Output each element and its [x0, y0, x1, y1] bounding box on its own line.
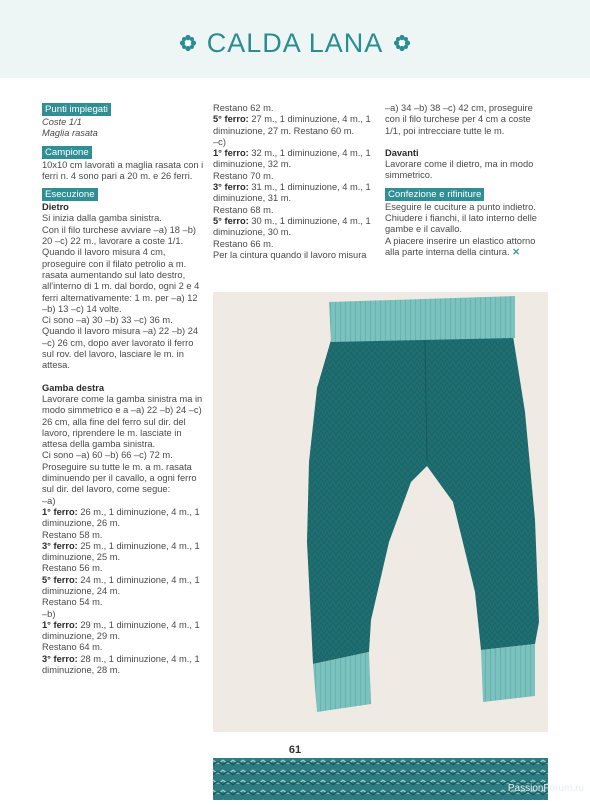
- row-remaining: Restano 68 m.: [213, 204, 274, 215]
- row-label: 1° ferro:: [42, 506, 78, 517]
- text-column-3: [385, 103, 548, 258]
- row-text: 26 m., 1 diminuzione, 4 m., 1 diminuzione, 26 m.: [42, 506, 200, 529]
- row-label: 5° ferro:: [213, 215, 249, 226]
- page-title: CALDA LANA: [206, 27, 384, 58]
- row-label: 1° ferro:: [42, 619, 78, 630]
- row-label: 5° ferro:: [213, 114, 249, 125]
- paragraph: Lavorare come il dietro, ma in modo simmetrico.: [385, 159, 534, 181]
- paragraph: Lavorare come la gamba sinistra ma in modo simmetrico e a –a) 22 –b) 24 –c) 26 cm, alla fine del ferro sul dir. del lavoro, riprendere le m. lasciate in attesa della gamba sinistra.: [42, 393, 203, 450]
- stitch-item: Coste 1/1: [42, 117, 82, 127]
- row-text: 29 m., 1 diminuzione, 4 m., 1 diminuzione, 29 m.: [42, 619, 200, 642]
- gauge-text: 10x10 cm lavorati a maglia rasata con i ferri n. 4 sono pari a 20 m. e 26 ferri.: [42, 159, 204, 181]
- text-column-2: [213, 103, 375, 261]
- section-heading-punti: Punti impiegati: [42, 103, 111, 116]
- row-instruction: [213, 114, 375, 137]
- row-instruction: [42, 507, 205, 530]
- row-text: 27 m., 1 diminuzione, 4 m., 1 diminuzione, 27 m. Restano 60 m.: [213, 114, 371, 136]
- paragraph: Proseguire su tutte le m. a m. rasata diminuendo per il cavallo, a ogni ferro sul dir. del lavoro, come segue:: [42, 461, 197, 495]
- row-instruction: [213, 182, 375, 205]
- flower-ornament-icon: [393, 34, 411, 52]
- row-text: 28 m., 1 diminuzione, 4 m., 1 diminuzione, 28 m.: [42, 653, 200, 676]
- row-label: 3° ferro:: [42, 653, 78, 664]
- trousers-body: [307, 336, 539, 664]
- knit-texture-strip: [213, 758, 548, 800]
- row-remaining: Restano 64 m.: [42, 642, 103, 653]
- row-instruction: [42, 620, 205, 643]
- watermark: PassionForum.ru: [507, 783, 584, 794]
- row-remaining: Restano 66 m.: [213, 238, 274, 249]
- row-text: 24 m., 1 diminuzione, 4 m., 1 diminuzione, 24 m.: [42, 574, 200, 596]
- section-heading-esecuzione: Esecuzione: [42, 188, 98, 201]
- paragraph: Si inizia dalla gamba sinistra.: [42, 213, 162, 224]
- knitted-trousers-illustration: [213, 292, 548, 732]
- subheading-dietro: Dietro: [42, 202, 69, 213]
- knitted-trousers-photo: [213, 292, 548, 732]
- section-heading-campione: Campione: [42, 146, 92, 159]
- row-instruction: [42, 654, 205, 677]
- row-label: 1° ferro:: [213, 148, 249, 159]
- end-mark-icon: ✕: [512, 246, 520, 257]
- paragraph: Con il filo turchese avviare –a) 18 –b) 20 –c) 22 m., lavorare a coste 1/1.: [42, 224, 196, 247]
- size-label: –b): [42, 608, 56, 619]
- row-remaining: Restano 70 m.: [213, 170, 274, 181]
- paragraph: Quando il lavoro misura –a) 22 –b) 24 –c) 26 cm, dopo aver lavorato il ferro sul rov. del lavoro, lasciare le m. in attesa.: [42, 326, 199, 371]
- row-remaining: Restano 54 m.: [42, 597, 103, 608]
- row-instruction: [42, 575, 205, 598]
- row-instruction: [213, 148, 375, 171]
- row-label: 5° ferro:: [42, 574, 78, 585]
- section-heading-confezione: Confezione e rifiniture: [385, 188, 484, 201]
- paragraph: Quando il lavoro misura 4 cm, proseguire con il filato petrolio a m. rasata aumentando sul lato destro, all'interno di 1 m. dal bordo, ogni 2 e 4 ferri alternativamente: 1 m. per –a) 12 –b) 13 –c) 14 volte.: [42, 247, 200, 314]
- subheading-davanti: Davanti: [385, 147, 419, 158]
- size-label: –a): [42, 495, 56, 506]
- row-text: 30 m., 1 diminuzione, 4 m., 1 diminuzione, 30 m.: [213, 215, 371, 238]
- text-column-1: [42, 103, 205, 676]
- paragraph: –a) 34 –b) 38 –c) 42 cm, proseguire con il filo turchese per 4 cm a coste 1/1, poi intrecciare tutte le m.: [385, 103, 533, 136]
- row-text: 31 m., 1 diminuzione, 4 m., 1 diminuzione, 31 m.: [213, 182, 371, 204]
- row-label: 3° ferro:: [213, 182, 249, 193]
- row-remaining: Restano 58 m.: [42, 529, 103, 540]
- row-remaining: Restano 56 m.: [42, 563, 103, 574]
- page-number: 61: [288, 744, 302, 756]
- waistband: [329, 296, 515, 342]
- row-remaining: Restano 62 m.: [213, 103, 274, 113]
- paragraph: Ci sono –a) 60 –b) 66 –c) 72 m.: [42, 450, 173, 461]
- subheading-gamba-destra: Gamba destra: [42, 382, 105, 393]
- paragraph: Per la cintura quando il lavoro misura: [213, 249, 367, 260]
- stitch-item: Maglia rasata: [42, 128, 98, 139]
- paragraph: [385, 236, 548, 259]
- flower-ornament-icon: [179, 34, 197, 52]
- row-text: 32 m., 1 diminuzione, 4 m., 1 diminuzione, 32 m.: [213, 148, 371, 170]
- row-text: 25 m., 1 diminuzione, 4 m., 1 diminuzione, 25 m.: [42, 540, 200, 563]
- right-cuff: [481, 644, 535, 702]
- row-instruction: [213, 216, 375, 239]
- row-label: 3° ferro:: [42, 540, 78, 551]
- title-row: [0, 26, 590, 60]
- paragraph: Eseguire le cuciture a punto indietro. Chiudere i fianchi, il lato interno delle gambe e il cavallo.: [385, 201, 537, 235]
- size-label: –c): [213, 136, 226, 147]
- row-instruction: [42, 541, 205, 564]
- paragraph-text: A piacere inserire un elastico attorno alla parte interna della cintura.: [385, 235, 536, 257]
- paragraph: Ci sono –a) 30 –b) 33 –c) 36 m.: [42, 315, 173, 326]
